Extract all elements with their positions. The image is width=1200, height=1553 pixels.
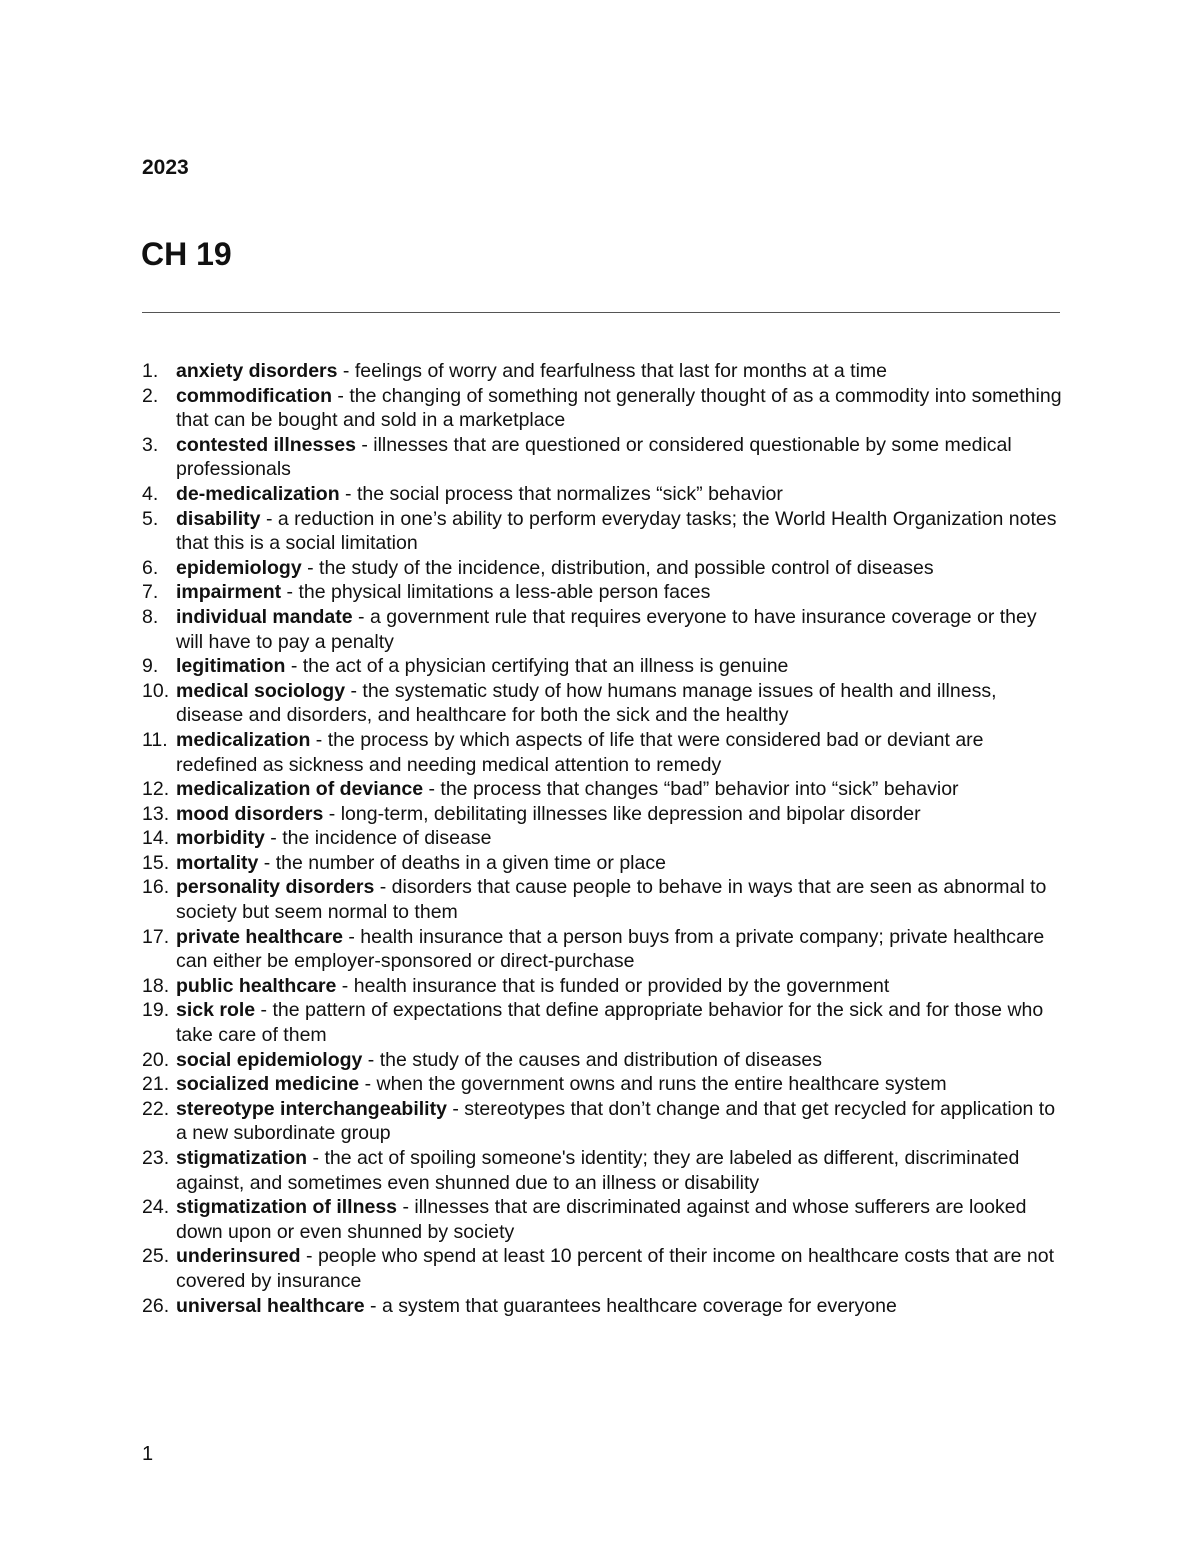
glossary-item-number: 15. [142, 851, 170, 874]
glossary-definition: people who spend at least 10 percent of their income on healthcare costs that are not covered by insurance [176, 1245, 1055, 1292]
glossary-term: medicalization [176, 728, 311, 751]
glossary-definition: feelings of worry and fearfulness that last for months at a time [354, 360, 888, 382]
glossary-definition: illnesses that are questioned or considered questionable by some medical professionals [176, 433, 1012, 481]
glossary-separator: - [300, 1245, 318, 1268]
glossary-definition: the number of deaths in a given time or place [275, 851, 666, 874]
glossary-separator: - [339, 482, 357, 505]
glossary-definition: the changing of something not generally thought of as a commodity into something that can be bought and sold in a marketplace [176, 384, 1062, 432]
glossary-definition: a system that guarantees healthcare coverage for everyone [381, 1294, 897, 1317]
glossary-term: personality disorders [176, 876, 375, 899]
glossary-item-number: 4. [142, 482, 159, 505]
glossary-term: impairment [176, 581, 282, 604]
glossary-definition: the systematic study of how humans manage issues of health and illness, disease and disorders, and healthcare for both the sick and the healthy [176, 679, 997, 727]
glossary-term: epidemiology [176, 556, 302, 579]
glossary-separator: - [323, 802, 341, 825]
glossary-definition: health insurance that is funded or provided by the government [353, 974, 890, 997]
glossary-item [142, 998, 1067, 1047]
glossary-separator: - [307, 1147, 325, 1169]
glossary-term: morbidity [176, 827, 265, 850]
glossary-item [142, 925, 1067, 974]
glossary-item [142, 777, 1067, 802]
glossary-item-number: 22. [142, 1097, 170, 1120]
glossary-item [142, 556, 1067, 581]
glossary-definition: the process that changes “bad” behavior into “sick” behavior [440, 778, 959, 801]
chapter-title: CH 19 [141, 236, 232, 272]
glossary-item-number: 16. [142, 876, 170, 899]
glossary-item [142, 507, 1067, 556]
glossary-separator: - [359, 1073, 377, 1096]
glossary-item-number: 2. [142, 384, 159, 407]
glossary-item-number: 11. [142, 728, 168, 751]
glossary-term: private healthcare [176, 925, 343, 948]
glossary-term: de-medicalization [176, 482, 340, 505]
glossary-item [142, 875, 1067, 924]
glossary-definition: disorders that cause people to behave in ways that are seen as abnormal to society but seem normal to them [176, 876, 1047, 924]
glossary-item [142, 851, 1067, 876]
glossary-term: stigmatization [176, 1147, 308, 1169]
glossary-separator: - [362, 1048, 380, 1071]
glossary-term: legitimation [176, 655, 286, 678]
glossary-term: medicalization of deviance [176, 778, 424, 801]
glossary-item [142, 1244, 1067, 1293]
glossary-separator: - [374, 876, 392, 899]
glossary-term: universal healthcare [176, 1294, 365, 1317]
glossary-separator: - [264, 827, 283, 850]
glossary-term: public healthcare [176, 974, 337, 997]
glossary-item-number: 20. [142, 1048, 170, 1071]
glossary-separator: - [332, 384, 350, 407]
glossary-term: sick role [176, 999, 256, 1022]
glossary-term: commodification [176, 384, 333, 407]
glossary-item-number: 9. [142, 655, 159, 678]
glossary-definition: the process by which aspects of life that were considered bad or deviant are redefined as sickness and needing medical attention to remedy [176, 728, 984, 776]
glossary-term: stereotype interchangeability [176, 1097, 447, 1120]
glossary-separator: - [364, 1294, 382, 1317]
glossary-definition: when the government owns and runs the entire healthcare system [376, 1073, 947, 1096]
glossary-term: medical sociology [176, 679, 346, 702]
glossary-item [142, 802, 1067, 827]
glossary-definition: long-term, debilitating illnesses like depression and bipolar disorder [340, 802, 921, 825]
glossary-item-number: 5. [142, 507, 159, 530]
glossary-item-number: 18. [142, 974, 170, 997]
glossary-term: social epidemiology [176, 1048, 363, 1071]
glossary-item [142, 728, 1067, 777]
document-year: 2023 [142, 156, 189, 179]
glossary-term: underinsured [176, 1245, 301, 1268]
glossary-item [142, 1146, 1067, 1195]
glossary-item-number: 8. [142, 605, 159, 628]
glossary-separator: - [258, 851, 276, 874]
glossary-item-number: 1. [142, 360, 159, 382]
glossary-item-number: 24. [142, 1196, 170, 1219]
glossary-item-number: 25. [142, 1245, 170, 1268]
glossary-separator: - [342, 925, 361, 948]
page-number: 1 [142, 1443, 154, 1465]
glossary-item-number: 6. [142, 556, 159, 579]
glossary-definition: the social process that normalizes “sick” behavior [356, 482, 783, 505]
glossary-separator: - [355, 433, 374, 456]
glossary-separator: - [336, 974, 354, 997]
glossary-definition: the study of the causes and distribution of diseases [379, 1048, 823, 1071]
glossary-list [142, 359, 1067, 1318]
glossary-item [142, 605, 1067, 654]
glossary-separator: - [301, 556, 320, 579]
glossary-separator: - [255, 999, 273, 1022]
glossary-definition: the study of the incidence, distribution, and possible control of diseases [319, 556, 934, 579]
glossary-item-number: 3. [142, 433, 159, 456]
glossary-separator: - [352, 605, 370, 628]
glossary-item-number: 13. [142, 802, 170, 825]
glossary-term: disability [176, 507, 261, 530]
glossary-term: individual mandate [176, 605, 353, 628]
glossary-separator: - [397, 1196, 415, 1219]
glossary-item-number: 19. [142, 999, 170, 1022]
glossary-definition: health insurance that a person buys from a private company; private healthcare can either be employer-sponsored or direct-purchase [176, 925, 1045, 973]
glossary-item [142, 1097, 1067, 1146]
glossary-item [142, 1072, 1067, 1097]
glossary-item-number: 21. [142, 1073, 170, 1096]
glossary-separator: - [446, 1097, 465, 1120]
glossary-definition: illnesses that are discriminated against and whose sufferers are looked down upon or even shunned by society [176, 1196, 1027, 1243]
glossary-term: contested illnesses [176, 433, 356, 456]
glossary-item [142, 359, 1067, 384]
glossary-term: socialized medicine [176, 1073, 360, 1096]
glossary-item-number: 14. [142, 827, 170, 850]
glossary-item-number: 23. [142, 1147, 170, 1169]
glossary-definition: the pattern of expectations that define appropriate behavior for the sick and for those who take care of them [176, 999, 1044, 1047]
glossary-separator: - [285, 655, 303, 678]
glossary-item [142, 1195, 1067, 1244]
glossary-item [142, 654, 1067, 679]
glossary-item-number: 7. [142, 581, 159, 604]
glossary-item [142, 482, 1067, 507]
glossary-definition: the act of a physician certifying that an illness is genuine [302, 655, 789, 678]
glossary-item-number: 26. [142, 1294, 170, 1317]
glossary-term: mood disorders [176, 802, 324, 825]
glossary-item [142, 1294, 1067, 1319]
glossary-separator: - [345, 679, 363, 702]
glossary-term: anxiety disorders [176, 360, 338, 382]
glossary-item [142, 433, 1067, 482]
glossary-item [142, 580, 1067, 605]
glossary-definition: a government rule that requires everyone to have insurance coverage or they will have to pay a penalty [176, 605, 1037, 653]
glossary-definition: the act of spoiling someone's identity; they are labeled as different, discriminated against, and sometimes even shunned due to an illness or disability [176, 1147, 1020, 1194]
glossary-item [142, 974, 1067, 999]
glossary-item [142, 679, 1067, 728]
glossary-item [142, 1048, 1067, 1073]
glossary-separator: - [310, 728, 328, 751]
glossary-definition: the incidence of disease [282, 827, 492, 850]
glossary-separator: - [423, 778, 441, 801]
glossary-definition: the physical limitations a less-able person faces [298, 581, 711, 604]
glossary-item [142, 826, 1067, 851]
glossary-item-number: 12. [142, 778, 170, 801]
glossary-term: stigmatization of illness [176, 1196, 398, 1219]
horizontal-divider [142, 312, 1060, 313]
glossary-separator: - [281, 581, 299, 604]
glossary-definition: stereotypes that don’t change and that get recycled for application to a new subordinate group [176, 1097, 1056, 1145]
glossary-term: mortality [176, 851, 259, 874]
glossary-item [142, 384, 1067, 433]
glossary-definition: a reduction in one’s ability to perform everyday tasks; the World Health Organization notes that this is a social limitation [176, 507, 1057, 555]
glossary-separator: - [260, 507, 278, 530]
glossary-item-number: 10. [142, 679, 170, 702]
glossary-separator: - [337, 360, 355, 382]
glossary-item-number: 17. [142, 925, 170, 948]
